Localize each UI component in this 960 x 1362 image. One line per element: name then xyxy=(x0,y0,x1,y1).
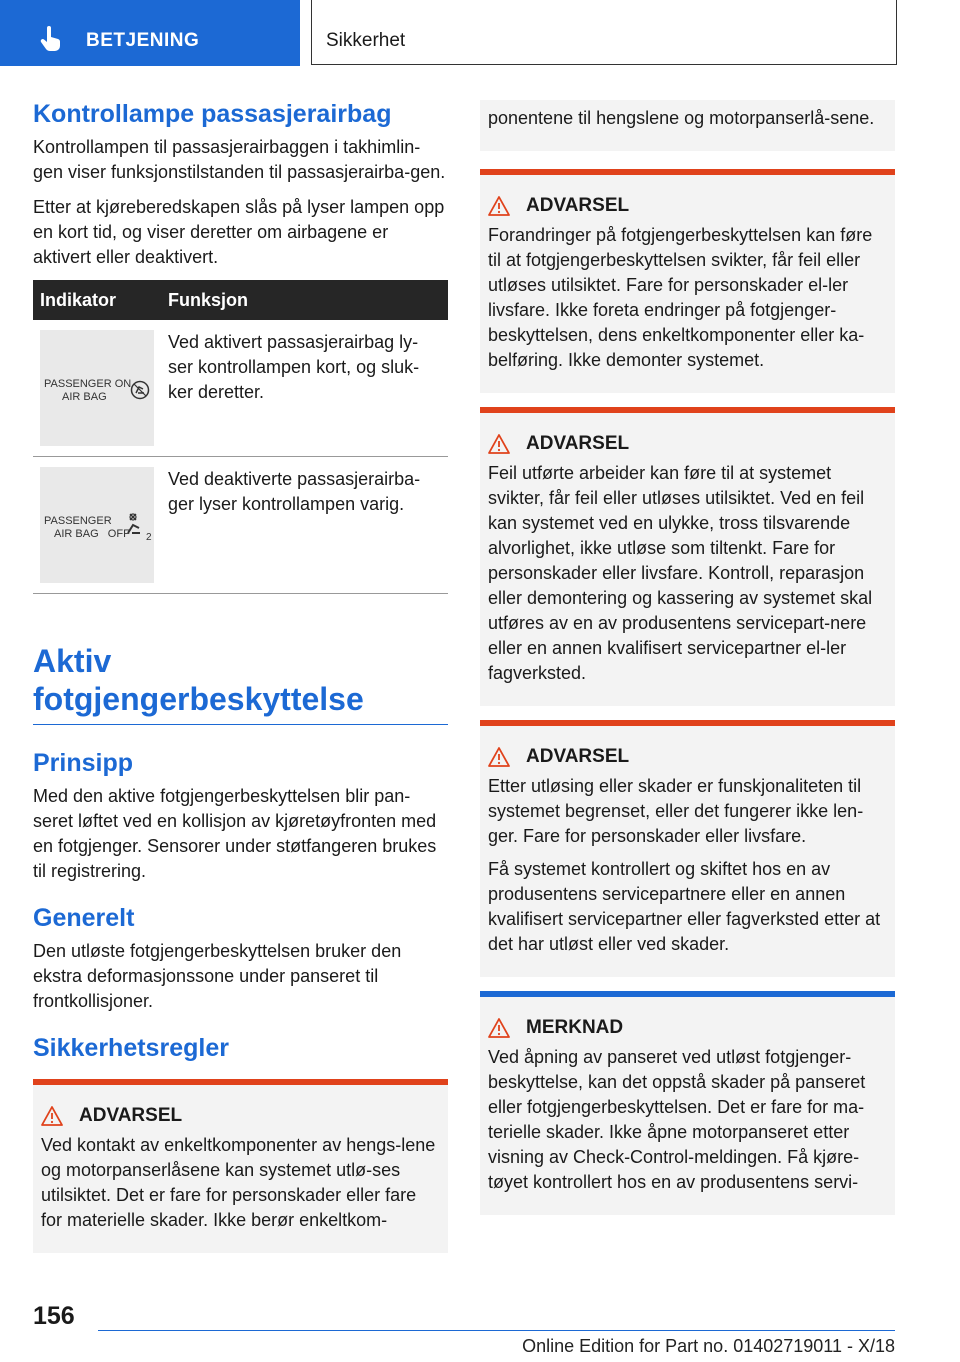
warning-box xyxy=(33,1079,448,1253)
passenger-airbag-off-lamp xyxy=(40,467,154,583)
warning-title: ADVARSEL xyxy=(526,195,630,216)
airbag-seat-icon xyxy=(130,380,150,404)
heading-sikkerhetsregler: Sikkerhetsregler xyxy=(33,1034,229,1062)
note-text: Ved åpning av panseret ved utløst fotgjenger-beskyttelse, kan det oppstå skader på panseret eller fotgjengerbeskyttelsen. Det er fare for ma-terielle skader. Ikke åpne motorpanseret etter visning av Check-Control-meldingen. Få kjøre-tøyet kontrollert hos en av produsentens servi- xyxy=(488,1047,866,1192)
table-cell-function: Ved deaktiverte passasjerairba-ger lyser kontrollampen varig. xyxy=(161,457,448,594)
chapter-label: Sikkerhet xyxy=(326,30,406,51)
paragraph: Den utløste fotgjengerbeskyttelsen bruker den ekstra deformasjonssone under panseret til frontkollisjoner. xyxy=(33,941,402,1011)
chapter-tab xyxy=(311,0,897,65)
warning-text: ponentene til hengslene og motorpanserlå-sene. xyxy=(488,108,875,128)
passenger-airbag-on-lamp xyxy=(40,330,154,446)
warning-title: ADVARSEL xyxy=(526,746,630,767)
warning-continuation xyxy=(480,100,895,151)
right-column xyxy=(480,100,895,1229)
heading-aktiv-fotgjengerbeskyttelse: Aktiv fotgjengerbeskyttelse xyxy=(33,642,448,725)
airbag-off-seat-icon xyxy=(124,511,148,541)
warning-text: Ved kontakt av enkeltkomponenter av hengs-lene og motorpanserlåsene kan systemet utlø-ses utilsiktet. Det er fare for personskader eller fare for materielle skader. Ikke berør enkeltkom- xyxy=(41,1135,436,1230)
warning-text: Feil utførte arbeider kan føre til at systemet svikter, får feil eller utløses utilsiktet. Ved en feil kan systemet ved en ulykke, tross tilsvarende alvorlighet, ikke utløse som tiltenkt. Fare for personskader eller livsfare. Kontroll, reparasjon eller demontering og kassering av systemet skal utføres av en av produsentens servicepart-nere eller en annen kvalifisert servicepartner el-ler fagverksted. xyxy=(488,463,873,683)
warning-triangle-icon xyxy=(488,434,510,454)
heading-prinsipp: Prinsipp xyxy=(33,749,134,777)
warning-text: Forandringer på fotgjengerbeskyttelsen kan føre til at fotgjengerbeskyttelsen svikter, får feil eller utløses utilsiktet. Fare for personskader el-ler livsfare. Ikke foreta endringer på fotgjenger-beskyttelsen, dens enkeltkomponenter eller ka-belføring. Ikke demonter systemet. xyxy=(488,225,873,370)
table-header-indikator: Indikator xyxy=(33,280,161,320)
paragraph: Kontrollampen til passasjerairbaggen i takhimlin-gen viser funksjonstilstanden til passasjerairba-gen. xyxy=(33,137,446,182)
warning-title: ADVARSEL xyxy=(79,1105,183,1126)
warning-box xyxy=(480,407,895,706)
section-label: BETJENING xyxy=(86,30,200,51)
warning-triangle-icon xyxy=(488,747,510,767)
note-box xyxy=(480,991,895,1215)
warning-text: Få systemet kontrollert og skiftet hos en av produsentens servicepartnere eller en annen kvalifisert servicepartner eller fagverksted etter at det har utløst eller ved skader. xyxy=(488,859,881,954)
lamp-text: PASSENGER ON AIR BAG xyxy=(44,378,132,403)
hand-pointer-icon xyxy=(38,26,64,57)
table-cell-indicator xyxy=(33,320,161,457)
warning-text: Etter utløsing eller skader er funskjonaliteten til systemet begrenset, eller det fungerer ikke len-ger. Fare for personskader eller livsfare. xyxy=(488,776,864,846)
warning-triangle-icon xyxy=(41,1106,63,1126)
footer-divider xyxy=(98,1330,895,1331)
heading-generelt: Generelt xyxy=(33,904,135,932)
table-cell-function: Ved aktivert passasjerairbag ly-ser kontrollampen kort, og sluk-ker deretter. xyxy=(161,320,448,457)
paragraph: Etter at kjøreberedskapen slås på lyser lampen opp en kort tid, og viser deretter om airbagene er aktivert eller deaktivert. xyxy=(33,197,445,267)
table-cell-indicator xyxy=(33,457,161,594)
page-number: 156 xyxy=(33,1302,75,1330)
warning-triangle-icon xyxy=(488,196,510,216)
left-column xyxy=(33,100,448,1253)
warning-title: ADVARSEL xyxy=(526,433,630,454)
table-row xyxy=(33,320,448,457)
lamp-text: PASSENGER AIR BAG OFF xyxy=(44,515,130,540)
paragraph: Med den aktive fotgjengerbeskyttelsen blir pan-seret løftet ved en kollisjon av kjøretøyfronten med en fotgjenger. Sensorer under støtfangeren brukes til registrering. xyxy=(33,786,437,881)
table-header-funksjon: Funksjon xyxy=(161,280,448,320)
edition-text: Online Edition for Part no. 01402719011 - X/18 xyxy=(522,1336,895,1356)
table-row xyxy=(33,457,448,594)
warning-box xyxy=(480,169,895,393)
indicator-table xyxy=(33,280,448,594)
warning-triangle-icon xyxy=(488,1018,510,1038)
lamp-subscript: 2 xyxy=(146,532,152,543)
section-tab[interactable] xyxy=(0,0,300,66)
warning-box xyxy=(480,720,895,977)
note-title: MERKNAD xyxy=(526,1017,624,1038)
heading-kontrollampe: Kontrollampe passasjerairbag xyxy=(33,100,392,128)
